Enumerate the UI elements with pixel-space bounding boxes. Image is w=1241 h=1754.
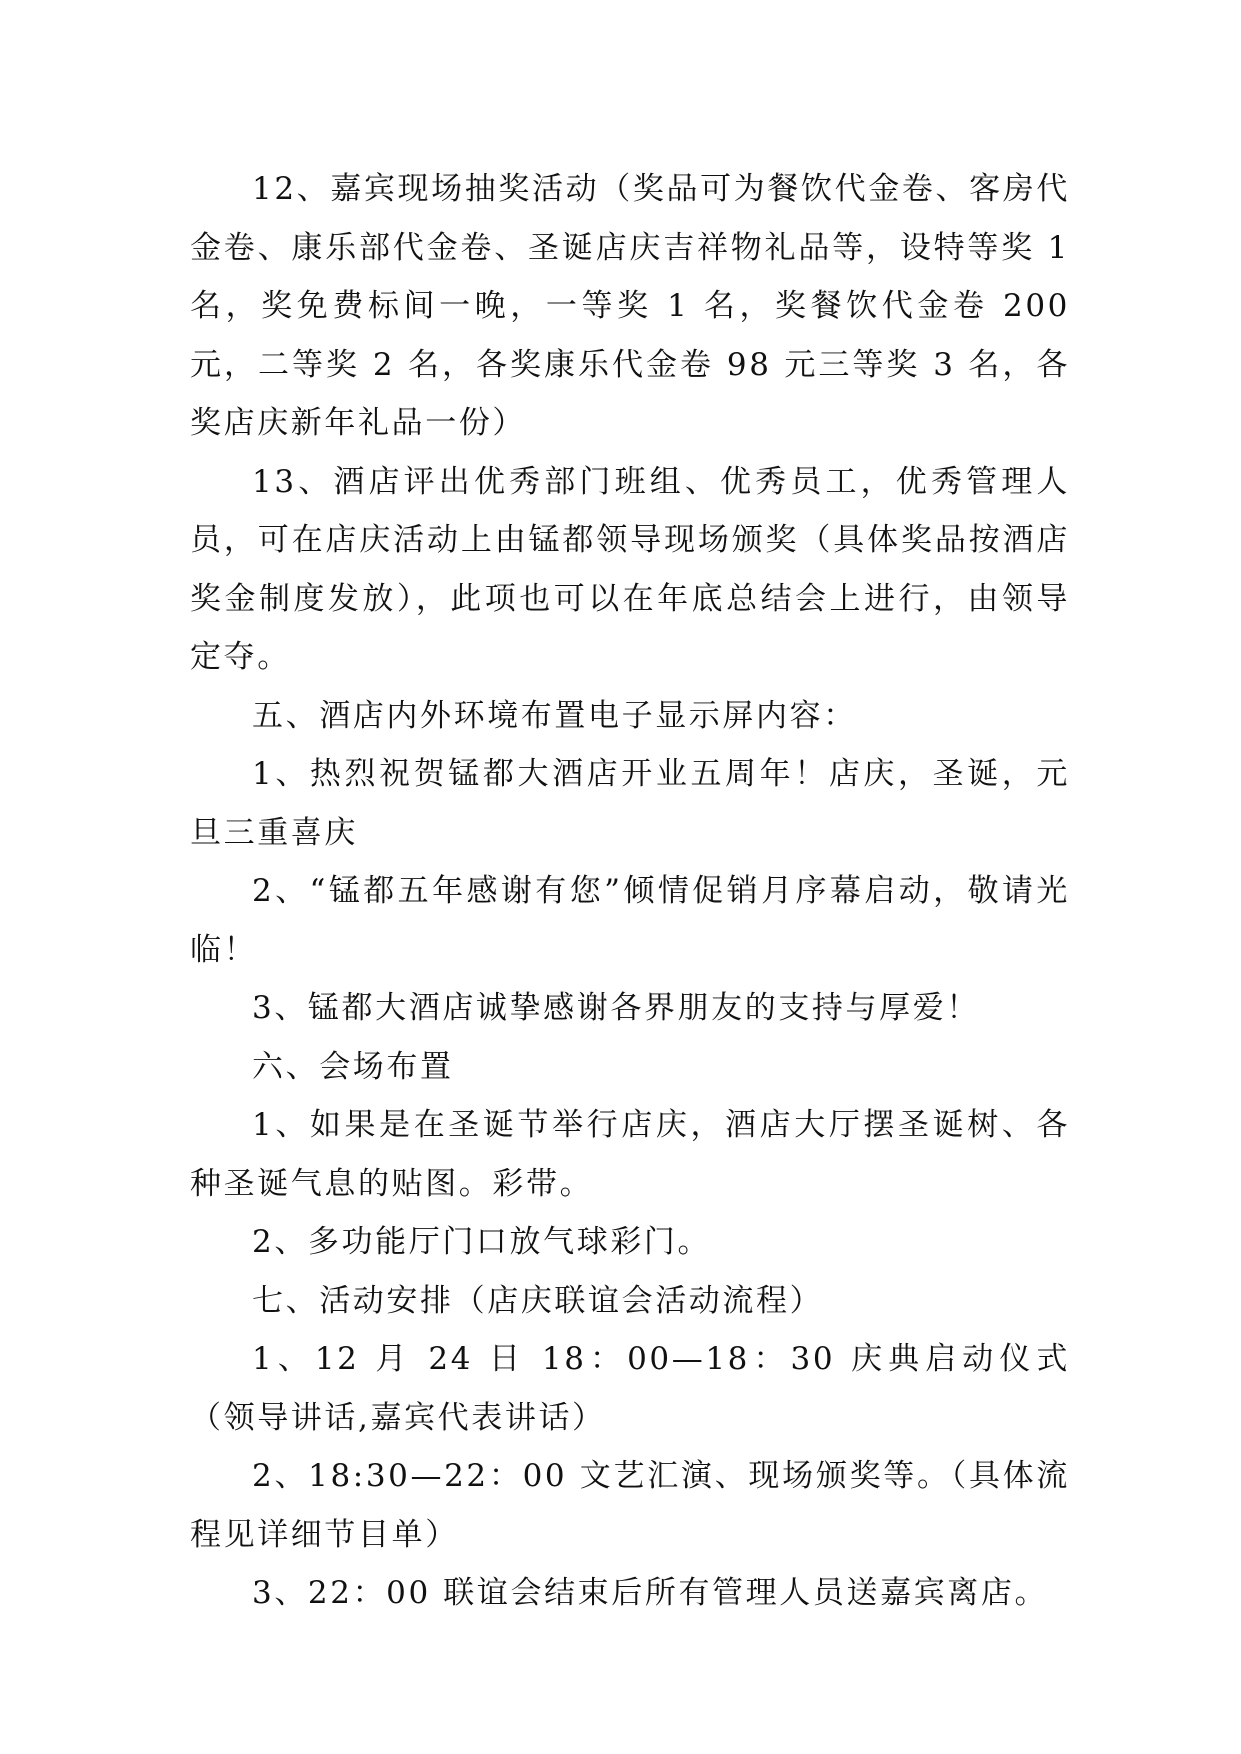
section-heading-display-screen: 五、酒店内外环境布置电子显示屏内容： [252, 697, 857, 734]
paragraph-schedule-item-2: 2、18:30—22：00 文艺汇演、现场颁奖等。（具体流程见详细节目单） [190, 1458, 1070, 1553]
paragraph-display-item-1: 1、热烈祝贺锰都大酒店开业五周年！店庆，圣诞，元旦三重喜庆 [190, 756, 1070, 851]
paragraph-display-item-2: 2、“锰都五年感谢有您”倾情促销月序幕启动，敬请光临！ [190, 873, 1070, 968]
paragraph-schedule-item-1: 1、12 月 24 日 18：00—18：30 庆典启动仪式（领导讲话,嘉宾代表讲话） [190, 1341, 1070, 1436]
paragraph-schedule-item-3: 3、22：00 联谊会结束后所有管理人员送嘉宾离店。 [252, 1575, 1049, 1611]
document-body [190, 160, 1070, 1623]
paragraph-display-item-3: 3、锰都大酒店诚挚感谢各界朋友的支持与厚爱！ [252, 990, 980, 1026]
paragraph-venue-item-2: 2、多功能厅门口放气球彩门。 [252, 1224, 712, 1260]
paragraph-awards: 13、酒店评出优秀部门班组、优秀员工，优秀管理人员，可在店庆活动上由锰都领导现场颁奖（具体奖品按酒店奖金制度发放），此项也可以在年底总结会上进行，由领导定夺。 [190, 463, 1070, 675]
paragraph-lottery: 12、嘉宾现场抽奖活动（奖品可为餐饮代金卷、客房代金卷、康乐部代金卷、圣诞店庆吉祥物礼品等，设特等奖 1 名，奖免费标间一晚，一等奖 1 名，奖餐饮代金卷 200 元，二等奖 2 名，各奖康乐代金卷 98 元三等奖 3 名，各奖店庆新年礼品一份） [190, 171, 1070, 441]
section-heading-schedule: 七、活动安排（店庆联谊会活动流程） [252, 1282, 824, 1319]
section-heading-venue: 六、会场布置 [252, 1048, 454, 1085]
paragraph-venue-item-1: 1、如果是在圣诞节举行店庆，酒店大厅摆圣诞树、各种圣诞气息的贴图。彩带。 [190, 1107, 1070, 1202]
